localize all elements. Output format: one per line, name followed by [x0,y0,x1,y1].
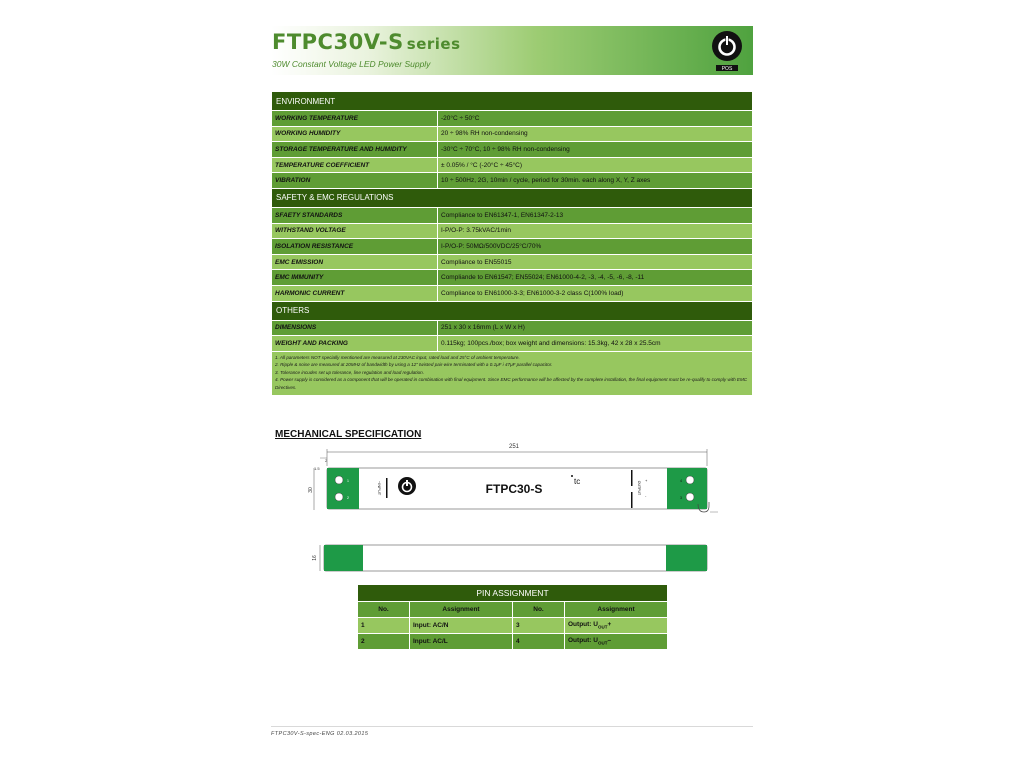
spec-value: ± 0.05% / °C (-20°C ÷ 45°C) [438,157,753,173]
small-dim-a: 2 [325,458,328,463]
input-marking: ~INPUT [377,480,382,496]
pin-number: 3 [513,618,565,634]
section-header: ENVIRONMENT [272,92,753,111]
pin-number: 1 [358,618,410,634]
product-subtitle: 30W Constant Voltage LED Power Supply [272,59,431,69]
spec-row [272,142,753,158]
spec-row [272,320,753,336]
spec-value: Compliance to EN55015 [438,254,753,270]
pin-3-hole [686,493,694,501]
pos-logo-icon [710,27,744,73]
side-input-block [324,545,363,571]
series-label: series [406,35,461,53]
pin-1-hole [335,476,343,484]
pin-number: 4 [513,634,565,650]
spec-value: Compliance to EN61347-1, EN61347-2-13 [438,207,753,223]
spec-key: SFAETY STANDARDS [272,207,438,223]
note-line: 1. All parameters NOT specially mentioned are measured at 230VAC input, rated load and 25°C of ambient temperature. [275,354,520,360]
pin-header-assignment-1: Assignment [410,602,513,618]
spec-value: Compliande to EN61547; EN55024; EN61000-4-2, -3, -4, -5, -6, -8, -11 [438,270,753,286]
header-banner [271,26,753,75]
spec-row [272,254,753,270]
spec-value: 0.115kg; 100pcs./box; box weight and dimensions: 15.3kg, 42 x 28 x 25.5cm [438,336,753,352]
spec-value: I-P/O-P: 3.75kVAC/1min [438,223,753,239]
pin-assignment: Input: AC/L [410,634,513,650]
spec-row [272,270,753,286]
section-header: SAFETY & EMC REGULATIONS [272,188,753,207]
model-label: FTPC30-S [485,482,543,496]
spec-key: WORKING HUMIDITY [272,126,438,142]
pin-2-label: 2 [347,496,349,500]
logo-text: POS [721,66,733,72]
pin-number: 2 [358,634,410,650]
pin-assignment: Output: $U_{OUT}-$ [565,634,668,650]
spec-key: EMC EMISSION [272,254,438,270]
side-view-body [324,545,707,571]
svg-text:-: - [645,493,647,498]
spec-key: STORAGE TEMPERATURE AND HUMIDITY [272,142,438,158]
note-line: 2. Ripple & noise are measured at 20MHz of bandwidth by using a 12" twisted pair-wire terminated with a 0.1μF i 47μF parallel capacitor. [275,362,553,368]
pin-row [358,618,668,634]
pin-row [358,634,668,650]
mechanical-title: MECHANICAL SPECIFICATION [275,429,422,440]
spec-row [272,111,753,127]
spec-value: 251 x 30 x 16mm (L x W x H) [438,320,753,336]
note-line: 4. Power supply is considered as a component that will be operated in combination with final equipment. Since EMC performance will be affected by the complete installation, the final equipment must be re-qualify to comply with EMC Directives. [275,377,748,390]
spec-row [272,239,753,255]
pin-4-label: 4 [680,479,682,483]
pin-1-label: 1 [347,479,349,483]
output-marking: OUTPUT [637,480,641,496]
spec-key: HARMONIC CURRENT [272,285,438,301]
spec-row [272,126,753,142]
spec-value: -30°C ÷ 70°C, 10 ÷ 98% RH non-condensing [438,142,753,158]
width-dim-text: 30 [308,487,314,493]
pin-header-assignment-2: Assignment [565,602,668,618]
spec-row [272,223,753,239]
notes-cell [272,351,753,395]
spec-row [272,207,753,223]
spec-value: 10 ÷ 500Hz, 2G, 10min / cycle, period for 30min. each along X, Y, Z axes [438,173,753,189]
pin-assignment: Input: AC/N [410,618,513,634]
spec-key: DIMENSIONS [272,320,438,336]
spec-key: EMC IMMUNITY [272,270,438,286]
footer-doc-id: FTPC30V-S-spec-ENG 02.03.2015 [271,731,369,737]
pin-header-no-1: No. [358,602,410,618]
footer-divider [271,726,753,727]
mechanical-drawing [300,440,730,580]
spec-value: 20 ÷ 98% RH non-condensing [438,126,753,142]
pin-header-no-2: No. [513,602,565,618]
spec-value: Compliance to EN61000-3-3; EN61000-3-2 class C(100% load) [438,285,753,301]
side-output-block [666,545,707,571]
spec-key: ISOLATION RESISTANCE [272,239,438,255]
input-terminal-block [327,468,359,509]
small-dim-b: 1.5 [314,466,320,471]
pin-assignment-table [357,584,668,650]
notes-row [272,351,753,395]
pin-assignment: Output: $U_{OUT}+$ [565,618,668,634]
spec-row [272,336,753,352]
length-dim-text: 251 [508,444,520,450]
spec-key: WITHSTAND VOLTAGE [272,223,438,239]
height-dim-text: 16 [312,555,318,561]
product-title: FTPC30V-S series [272,30,461,54]
spec-key: WEIGHT AND PACKING [272,336,438,352]
output-terminal-block [667,468,707,509]
spec-value: I-P/O-P: 50MΩ/500VDC/25°C/70% [438,239,753,255]
pin-2-hole [335,493,343,501]
spec-key: TEMPERATURE COEFFICIENT [272,157,438,173]
note-line: 3. Tolerance incudes set up tolerance, line regulation and load regulation. [275,369,424,375]
tc-point-label: tc [574,477,581,486]
spec-row [272,173,753,189]
pin-3-label: 3 [680,496,682,500]
pin-4-hole [686,476,694,484]
section-header: OTHERS [272,301,753,320]
svg-text:+: + [645,478,648,483]
spec-row [272,285,753,301]
spec-value: -20°C ÷ 50°C [438,111,753,127]
spec-row [272,157,753,173]
spec-table [271,91,753,396]
spec-key: WORKING TEMPERATURE [272,111,438,127]
spec-key: VIBRATION [272,173,438,189]
pin-table-title: PIN ASSIGNMENT [358,585,668,602]
